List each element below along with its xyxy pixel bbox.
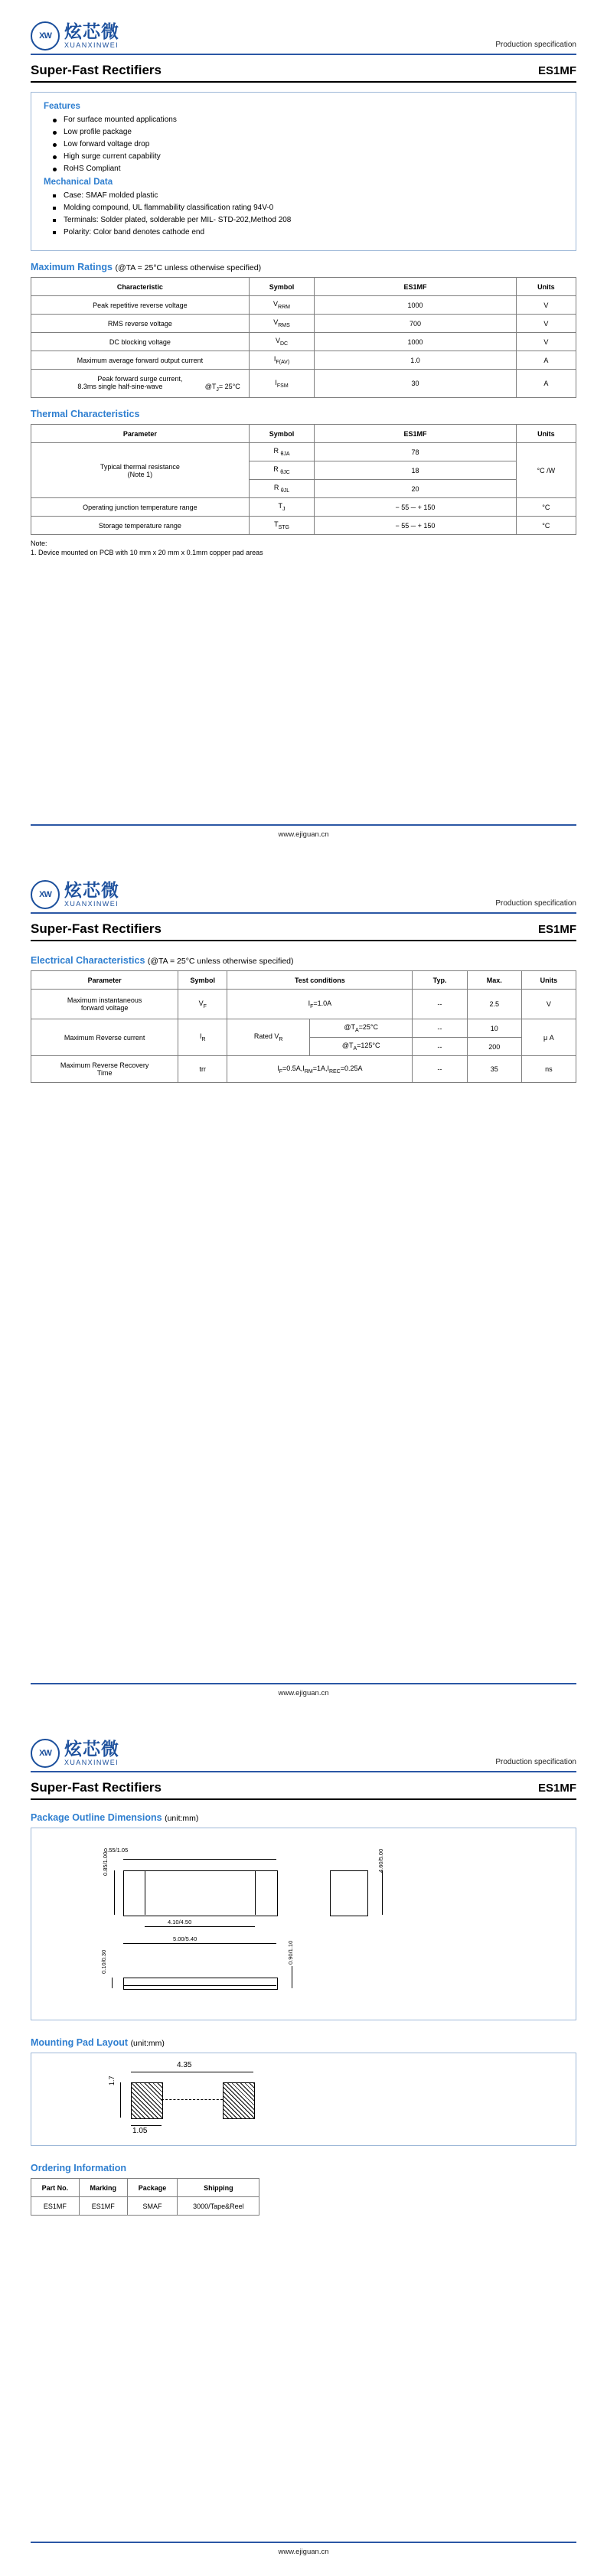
page-3 [0, 1717, 607, 2576]
col-value: ES1MF [315, 278, 516, 296]
cell-symbol: $V_{RRM}$ [249, 296, 314, 315]
list-item: Terminals: Solder plated, solderable per MIL- STD-202,Method 208 [53, 216, 565, 224]
cell-max: 200 [467, 1038, 521, 1056]
col-symbol: Symbol [178, 971, 227, 990]
cell-characteristic: Peak forward surge current, 8.3ms single half-sine-wave $@T_J= 25^\circ C$ [31, 370, 250, 398]
cell-condition: $I_F=1.0A$ [227, 990, 413, 1019]
cell-max: 2.5 [467, 990, 521, 1019]
cell-units: °C [516, 517, 576, 535]
table-row [31, 333, 576, 351]
cell-max: 10 [467, 1019, 521, 1038]
page-header [31, 1739, 576, 1772]
cell-symbol: $I_R$ [178, 1019, 227, 1056]
list-item: Molding compound, UL flammability classification rating 94V-0 [53, 204, 565, 212]
dim-text: 0.55/1.05 [104, 1847, 129, 1854]
mechanical-list [42, 191, 565, 236]
col-typ: Typ. [413, 971, 467, 990]
dim-text: 4.60/5.00 [377, 1848, 384, 1873]
cell-value: − 55 ─ + 150 [315, 498, 516, 517]
page-footer [31, 1683, 576, 1697]
footer-divider [31, 824, 576, 826]
dim-line-total [123, 1943, 276, 1944]
table-header-row [31, 425, 576, 443]
cell-units: A [516, 351, 576, 370]
ordering-table [31, 2178, 259, 2216]
cell-parameter: Operating junction temperature range [31, 498, 250, 517]
cell-units: A [516, 370, 576, 398]
list-item: Low profile package [53, 128, 565, 136]
cell-typ: -- [413, 1019, 467, 1038]
cell-units: V [521, 990, 576, 1019]
dim-line-thickness [112, 1978, 113, 1988]
col-shipping: Shipping [178, 2179, 259, 2197]
cell-parameter: Maximum Reverse current [31, 1019, 178, 1056]
page-header [31, 21, 576, 55]
part-number: ES1MF [537, 64, 576, 77]
cell-units: ns [521, 1056, 576, 1083]
table-row [31, 1056, 576, 1083]
max-ratings-label: Maximum Ratings [31, 262, 113, 272]
cell-symbol: trr [178, 1056, 227, 1083]
page-footer [31, 824, 576, 839]
pad-label: Mounting Pad Layout [31, 2037, 129, 2048]
dim-line-pad-height [120, 2082, 121, 2118]
doc-title: Super-Fast Rectifiers [31, 63, 162, 77]
logo-badge: XW [31, 1739, 60, 1768]
pad-left [131, 2082, 163, 2119]
dim-text: 4.35 [177, 2061, 192, 2069]
table-row [31, 2197, 259, 2216]
logo-chinese-name: 炫芯微 [64, 21, 119, 41]
col-units: Units [516, 425, 576, 443]
page-header [31, 880, 576, 914]
col-characteristic: Characteristic [31, 278, 250, 296]
max-ratings-title [31, 262, 576, 272]
dim-line-width [123, 1859, 276, 1860]
part-number: ES1MF [537, 923, 576, 936]
cell-typ: -- [413, 1038, 467, 1056]
features-list [42, 116, 565, 173]
electrical-title [31, 955, 576, 966]
logo-english-name: XUANXINWEI [64, 900, 119, 908]
footer-website: www.ejiguan.cn [278, 830, 329, 839]
list-item: Polarity: Color band denotes cathode end [53, 228, 565, 236]
footer-website: www.ejiguan.cn [278, 2548, 329, 2556]
table-header-row [31, 278, 576, 296]
dim-text: 1.05 [132, 2127, 148, 2135]
company-logo [31, 880, 119, 909]
pad-title [31, 2037, 576, 2048]
list-item: RoHS Compliant [53, 165, 565, 173]
cell-value: 20 [315, 480, 516, 498]
table-row [31, 315, 576, 333]
cell-parameter: Maximum Reverse Recovery Time [31, 1056, 178, 1083]
doc-title: Super-Fast Rectifiers [31, 1780, 162, 1795]
list-item: Case: SMAF molded plastic [53, 191, 565, 200]
company-logo [31, 21, 119, 51]
logo-english-name: XUANXINWEI [64, 1759, 119, 1766]
package-title [31, 1812, 576, 1823]
cell-shipping: 3000/Tape&Reel [178, 2197, 259, 2216]
cell-parameter: Maximum instantaneous forward voltage [31, 990, 178, 1019]
col-package: Package [127, 2179, 178, 2197]
table-header-row [31, 2179, 259, 2197]
dim-line-end [382, 1870, 383, 1915]
dim-text: 0.90/1.10 [287, 1940, 294, 1965]
pad-right [223, 2082, 255, 2119]
col-max: Max. [467, 971, 521, 990]
cell-marking: ES1MF [79, 2197, 127, 2216]
max-ratings-table [31, 277, 576, 398]
table-header-row [31, 971, 576, 990]
cell-symbol: $V_{DC}$ [249, 333, 314, 351]
cell-max: 35 [467, 1056, 521, 1083]
dim-line-body [145, 1926, 255, 1927]
cell-value: 1000 [315, 333, 516, 351]
col-symbol: Symbol [249, 425, 314, 443]
cell-symbol: $V_{RMS}$ [249, 315, 314, 333]
package-lead-line-right [255, 1870, 256, 1915]
col-parameter: Parameter [31, 971, 178, 990]
footer-divider [31, 1683, 576, 1684]
cell-value: 30 [315, 370, 516, 398]
cell-value: − 55 ─ + 150 [315, 517, 516, 535]
part-number: ES1MF [537, 1782, 576, 1795]
doc-titlebar [31, 914, 576, 941]
cell-value: 1000 [315, 296, 516, 315]
features-heading: Features [44, 102, 80, 111]
cell-symbol: $V_F$ [178, 990, 227, 1019]
col-symbol: Symbol [249, 278, 314, 296]
doc-title: Super-Fast Rectifiers [31, 921, 162, 936]
cell-parameter: Storage temperature range [31, 517, 250, 535]
thermal-table [31, 424, 576, 535]
cell-characteristic: DC blocking voltage [31, 333, 250, 351]
page-1 [0, 0, 607, 859]
cell-units: V [516, 296, 576, 315]
cell-condition: Rated $V_R$ [227, 1019, 310, 1056]
cell-symbol: $I_{F(AV)}$ [249, 351, 314, 370]
doc-titlebar [31, 55, 576, 83]
logo-chinese-name: 炫芯微 [64, 880, 119, 900]
cell-condition-temp: $@T_A=25^\circ C$ [309, 1019, 412, 1038]
table-row [31, 990, 576, 1019]
spec-note: Production specification [495, 1758, 576, 1766]
cell-symbol: R $_{\theta JC}$ [249, 461, 314, 480]
dim-text: 5.00/5.40 [173, 1935, 197, 1942]
mechanical-heading: Mechanical Data [44, 178, 113, 187]
footer-divider [31, 2542, 576, 2543]
pad-unit: (unit:mm) [130, 2039, 165, 2048]
col-value: ES1MF [315, 425, 516, 443]
logo-english-name: XUANXINWEI [64, 41, 119, 49]
page-2 [0, 859, 607, 1717]
cell-units: °C /W [516, 443, 576, 498]
cell-symbol: R $_{\theta JA}$ [249, 443, 314, 461]
doc-titlebar [31, 1772, 576, 1800]
cell-part-no: ES1MF [31, 2197, 80, 2216]
logo-badge: XW [31, 21, 60, 51]
cell-typ: -- [413, 990, 467, 1019]
thermal-title: Thermal Characteristics [31, 409, 140, 419]
table-row [31, 443, 576, 461]
page-footer [31, 2542, 576, 2556]
cell-units: V [516, 315, 576, 333]
cell-symbol: $T_J$ [249, 498, 314, 517]
cell-value: 18 [315, 461, 516, 480]
electrical-subtitle: (@TA = 25°C unless otherwise specified) [147, 957, 294, 966]
dim-line-pad-single [131, 2125, 162, 2126]
cell-value: 700 [315, 315, 516, 333]
electrical-table [31, 970, 576, 1083]
pad-gap-line [162, 2099, 223, 2100]
table-row [31, 370, 576, 398]
note-label: Note: [31, 540, 47, 547]
cell-characteristic: Peak repetitive reverse voltage [31, 296, 250, 315]
dim-text: 0.10/0.30 [100, 1949, 107, 1974]
cell-units: °C [516, 498, 576, 517]
col-units: Units [521, 971, 576, 990]
cell-characteristic: Maximum average forward output current [31, 351, 250, 370]
note-text: 1. Device mounted on PCB with 10 mm x 20 mm x 0.1mm copper pad areas [31, 549, 263, 556]
cell-units: V [516, 333, 576, 351]
list-item: For surface mounted applications [53, 116, 565, 124]
cell-typ: -- [413, 1056, 467, 1083]
pad-drawing [31, 2053, 576, 2146]
cell-value: 1.0 [315, 351, 516, 370]
dim-line-height [114, 1870, 115, 1915]
logo-chinese-name: 炫芯微 [64, 1739, 119, 1759]
cell-units: μ A [521, 1019, 576, 1056]
cell-value: 78 [315, 443, 516, 461]
dim-text: 0.85/1.00 [102, 1851, 109, 1876]
max-ratings-subtitle: (@TA = 25°C unless otherwise specified) [115, 263, 262, 272]
logo-badge: XW [31, 880, 60, 909]
cell-condition: $I_F=0.5A,I_{RM}=1A,I_{REC}=0.25A$ [227, 1056, 413, 1083]
electrical-label: Electrical Characteristics [31, 955, 145, 966]
package-body-side [123, 1978, 278, 1990]
package-unit: (unit:mm) [165, 1814, 199, 1823]
package-body-end [330, 1870, 368, 1916]
table-row [31, 296, 576, 315]
list-item: Low forward voltage drop [53, 140, 565, 148]
list-item: High surge current capability [53, 152, 565, 161]
package-drawing [31, 1828, 576, 2020]
footer-website: www.ejiguan.cn [278, 1689, 329, 1697]
cell-symbol: R $_{\theta JL}$ [249, 480, 314, 498]
col-marking: Marking [79, 2179, 127, 2197]
table-row [31, 517, 576, 535]
cell-characteristic: RMS reverse voltage [31, 315, 250, 333]
features-box [31, 92, 576, 251]
col-parameter: Parameter [31, 425, 250, 443]
dim-text: 4.10/4.50 [168, 1919, 192, 1925]
ordering-title: Ordering Information [31, 2163, 126, 2173]
cell-symbol: $T_{STG}$ [249, 517, 314, 535]
table-row [31, 498, 576, 517]
col-test-conditions: Test conditions [227, 971, 413, 990]
col-units: Units [516, 278, 576, 296]
spec-note: Production specification [495, 41, 576, 49]
spec-note: Production specification [495, 899, 576, 908]
cell-parameter: Typical thermal resistance (Note 1) [31, 443, 250, 498]
company-logo [31, 1739, 119, 1768]
table-row [31, 1019, 576, 1038]
package-label: Package Outline Dimensions [31, 1812, 162, 1823]
cell-symbol: $I_{FSM}$ [249, 370, 314, 398]
dim-text: 1.7 [108, 2075, 116, 2085]
package-side-inner [123, 1985, 276, 1986]
col-part-no: Part No. [31, 2179, 80, 2197]
cell-package: SMAF [127, 2197, 178, 2216]
cell-condition-temp: $@T_A=125^\circ C$ [309, 1038, 412, 1056]
table-row [31, 351, 576, 370]
